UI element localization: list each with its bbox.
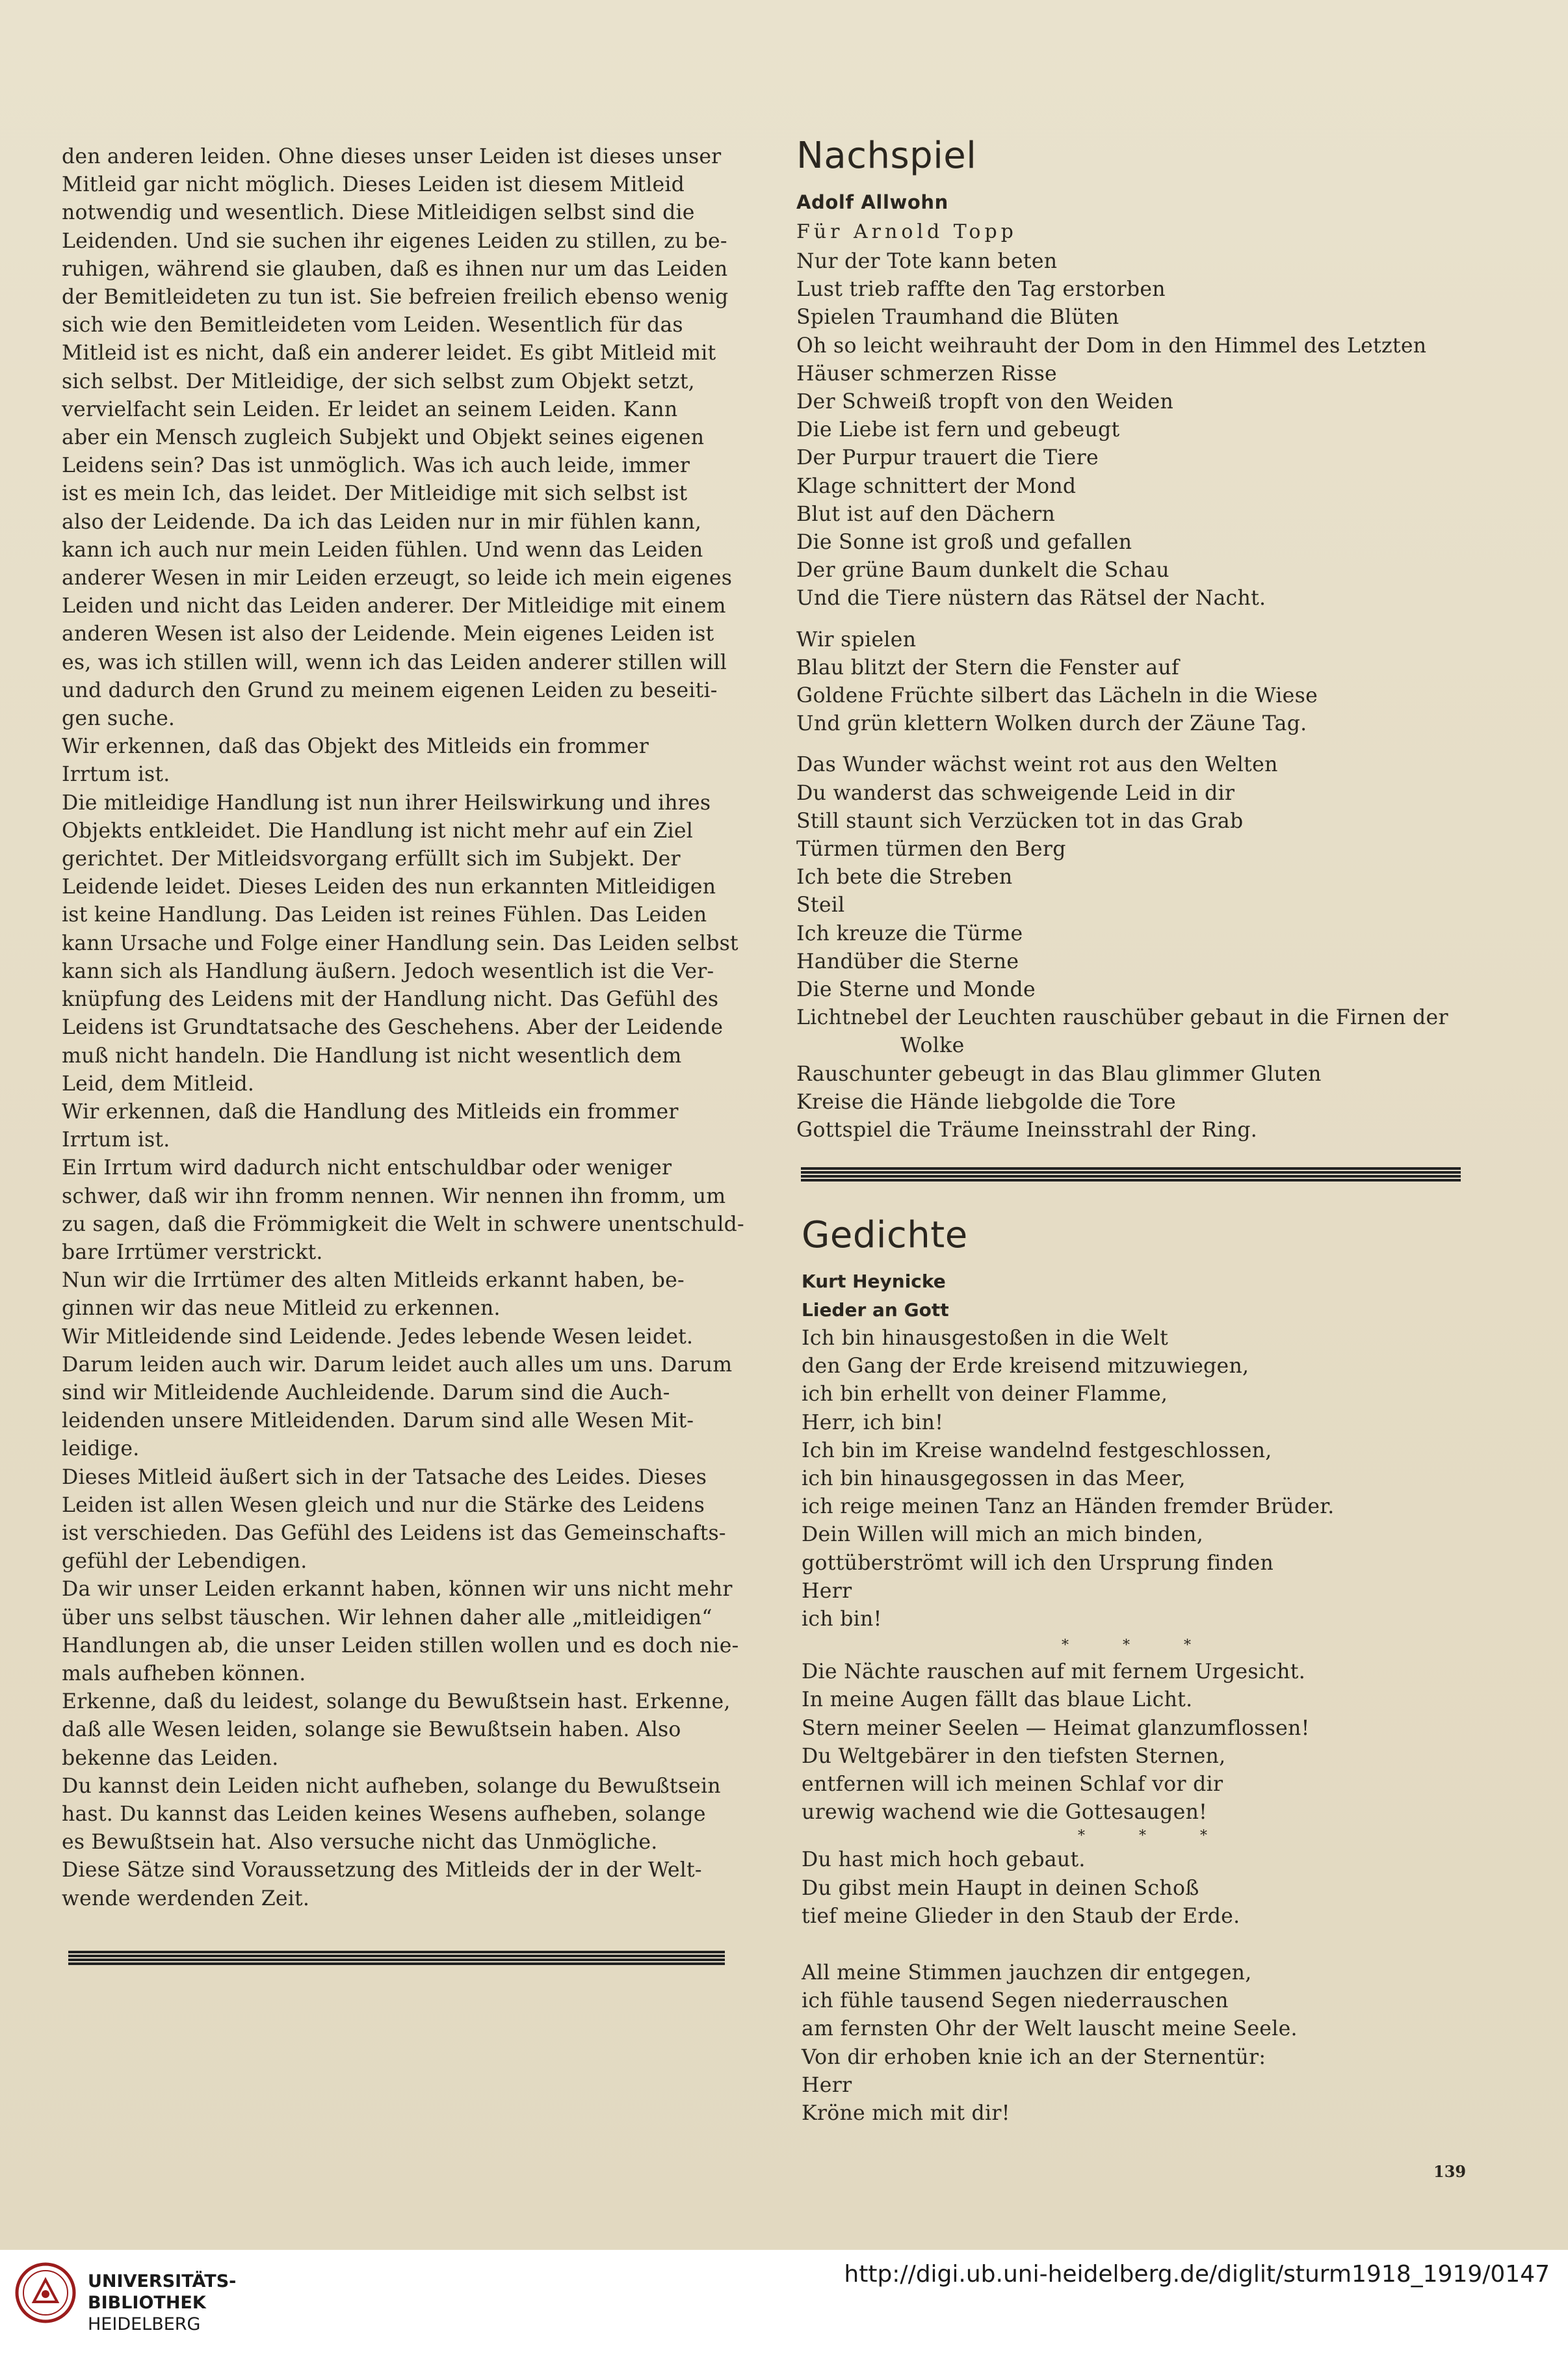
essay-line: sich wie den Bemitleideten vom Leiden. Wesentlich für das	[62, 313, 683, 337]
nachspiel-author: Adolf Allwohn	[796, 191, 948, 213]
poem-line: Du wanderst das schweigende Leid in dir	[796, 781, 1235, 805]
stanza-separator: * * *	[1078, 1828, 1232, 1845]
essay-line: wende werdenden Zeit.	[62, 1886, 310, 1910]
poem-line: Türmen türmen den Berg	[796, 838, 1066, 862]
essay-line: Die mitleidige Handlung ist nun ihrer Heilswirkung und ihres	[62, 791, 711, 815]
poem-line: Der Schweiß tropft von den Weiden	[796, 390, 1174, 414]
poem-line: Häuser schmerzen Risse	[796, 362, 1057, 386]
poem-line: Der Purpur trauert die Tiere	[796, 446, 1099, 470]
poem-line: Handüber die Sterne	[796, 949, 1019, 973]
poem-line: ich fühle tausend Segen niederrauschen	[802, 1989, 1229, 2013]
poem-line: All meine Stimmen jauchzen dir entgegen,	[802, 1961, 1252, 1985]
poem-line: Der grüne Baum dunkelt die Schau	[796, 559, 1169, 583]
essay-line: gefühl der Lebendigen.	[62, 1550, 307, 1574]
poem-line: Du gibst mein Haupt in deinen Schoß	[802, 1876, 1199, 1900]
essay-line: zu sagen, daß die Frömmigkeit die Welt in schwere unentschuld-	[62, 1212, 744, 1236]
nachspiel-stanza-3	[796, 751, 1466, 1032]
poem-line: Herr	[802, 1579, 852, 1603]
poem-line: Gottspiel die Träume Ineinsstrahl der Ring.	[796, 1118, 1258, 1142]
essay-line: über uns selbst täuschen. Wir lehnen daher alle „mitleidigen“	[62, 1605, 712, 1630]
essay-line: Leid, dem Mitleid.	[62, 1072, 255, 1096]
poem-line: Die Sterne und Monde	[796, 978, 1036, 1002]
essay-line: kann ich auch nur mein Leiden fühlen. Und wenn das Leiden	[62, 538, 703, 562]
nachspiel-section	[796, 133, 1466, 1144]
essay-line: den anderen leiden. Ohne dieses unser Leiden ist dieses unser	[62, 145, 722, 168]
logo-line: BIBLIOTHEK	[88, 2293, 206, 2313]
poem-line: Von dir erhoben knie ich an der Sternentür:	[802, 2045, 1266, 2069]
poem-line: Und die Tiere nüstern das Rätsel der Nacht.	[796, 587, 1266, 611]
essay-line: ist keine Handlung. Das Leiden ist reines Fühlen. Das Leiden	[62, 903, 707, 927]
essay-line: Darum leiden auch wir. Darum leidet auch alles um uns. Darum	[62, 1353, 733, 1377]
poem-line: am fernsten Ohr der Welt lauscht meine Seele.	[802, 2017, 1298, 2041]
poem-line: Steil	[796, 893, 845, 917]
gedichte-title: Gedichte	[802, 1214, 968, 1256]
essay-line: kann sich als Handlung äußern. Jedoch wesentlich ist die Ver-	[62, 959, 714, 983]
essay-line: anderer Wesen in mir Leiden erzeugt, so leide ich mein eigenes	[62, 566, 733, 590]
nachspiel-dedication: Für Arnold Topp	[796, 220, 1017, 243]
essay-line: hast. Du kannst das Leiden keines Wesens aufheben, solange	[62, 1802, 706, 1826]
poem-line: Du Weltgebärer in den tiefsten Sternen,	[802, 1744, 1226, 1768]
essay-line: Irrtum ist.	[62, 763, 170, 787]
poem-line: Klage schnittert der Mond	[796, 474, 1077, 498]
nachspiel-title: Nachspiel	[796, 135, 977, 177]
poem-line: ich bin hinausgegossen in das Meer,	[802, 1467, 1186, 1491]
nachspiel-stanza-3-end	[796, 1061, 1466, 1145]
poem-line: Goldene Früchte silbert das Lächeln in die Wiese	[796, 684, 1318, 708]
gedichte-stanza-3	[802, 1846, 1465, 1931]
essay-line: Diese Sätze sind Voraussetzung des Mitleids der in der Welt-	[62, 1858, 702, 1882]
essay-line: anderen Wesen ist also der Leidende. Mein eigenes Leiden ist	[62, 622, 714, 646]
essay-line: vervielfacht sein Leiden. Er leidet an seinem Leiden. Kann	[62, 397, 678, 421]
poem-line: Blau blitzt der Stern die Fenster auf	[796, 655, 1179, 680]
poem-line: Ich bin im Kreise wandelnd festgeschlossen,	[802, 1438, 1272, 1462]
poem-line: entfernen will ich meinen Schlaf vor dir	[802, 1773, 1223, 1797]
poem-line: Herr	[802, 2073, 852, 2097]
essay-line: sich selbst. Der Mitleidige, der sich selbst zum Objekt setzt,	[62, 369, 695, 393]
poems-column	[796, 133, 1466, 2126]
essay-line: mals aufheben können.	[62, 1661, 306, 1685]
gedichte-section	[802, 1213, 1465, 2128]
gedichte-subtitle: Lieder an Gott	[802, 1299, 949, 1321]
essay-line: leidige.	[62, 1437, 140, 1461]
poem-line: Stern meiner Seelen — Heimat glanzumflossen!	[802, 1716, 1310, 1740]
essay-line: Leidens sein? Das ist unmöglich. Was ich auch leide, immer	[62, 454, 690, 478]
essay-line: bare Irrtümer verstrickt.	[62, 1240, 323, 1264]
essay-line: es Bewußtsein hat. Also versuche nicht das Unmögliche.	[62, 1830, 658, 1855]
essay-line: und dadurch den Grund zu meinem eigenen Leiden zu beseiti-	[62, 678, 718, 702]
university-seal-icon	[14, 2262, 77, 2324]
gedichte-stanza-1	[802, 1325, 1465, 1633]
essay-line: bekenne das Leiden.	[62, 1746, 279, 1770]
essay-line: Mitleid ist es nicht, daß ein anderer leidet. Es gibt Mitleid mit	[62, 341, 716, 365]
poem-line: Ich kreuze die Türme	[796, 921, 1023, 945]
logo-line: HEIDELBERG	[88, 2314, 201, 2334]
section-divider-left	[68, 1951, 725, 1965]
poem-line: Oh so leicht weihrauht der Dom in den Himmel des Letzten	[796, 334, 1427, 358]
poem-line: tief meine Glieder in den Staub der Erde.	[802, 1904, 1240, 1928]
essay-line: Erkenne, daß du leidest, solange du Bewußtsein hast. Erkenne,	[62, 1690, 731, 1714]
gedichte-stanza-4	[802, 1959, 1465, 2128]
essay-line: muß nicht handeln. Die Handlung ist nicht wesentlich dem	[62, 1044, 682, 1068]
essay-line: Wir erkennen, daß die Handlung des Mitleids ein frommer	[62, 1100, 679, 1124]
essay-line: Leiden ist allen Wesen gleich und nur die Stärke des Leidens	[62, 1493, 705, 1517]
poem-line: Die Sonne ist groß und gefallen	[796, 531, 1132, 555]
poem-line: Wir spielen	[796, 627, 917, 652]
essay-line: Irrtum ist.	[62, 1128, 170, 1152]
gedichte-author: Kurt Heynicke	[802, 1271, 946, 1292]
essay-line: Leidende leidet. Dieses Leiden des nun erkannten Mitleidigen	[62, 875, 716, 899]
poem-line: Die Nächte rauschen auf mit fernem Urgesicht.	[802, 1660, 1306, 1684]
poem-line: Lichtnebel der Leuchten rauschüber gebaut in die Firnen der	[796, 1006, 1448, 1030]
nachspiel-stanza-2	[796, 626, 1466, 739]
poem-line: Die Liebe ist fern und gebeugt	[796, 418, 1120, 442]
poem-line: Spielen Traumhand die Blüten	[796, 306, 1119, 330]
essay-line: Nun wir die Irrtümer des alten Mitleids erkannt haben, be-	[62, 1269, 685, 1293]
essay-line: Da wir unser Leiden erkannt haben, können wir uns nicht mehr	[62, 1578, 733, 1602]
poem-line: Dein Willen will mich an mich binden,	[802, 1523, 1204, 1547]
poem-line: Nur der Tote kann beten	[796, 250, 1058, 273]
poem-line: Still staunt sich Verzücken tot in das Grab	[796, 809, 1244, 833]
essay-line: schwer, daß wir ihn fromm nennen. Wir nennen ihn fromm, um	[62, 1184, 726, 1208]
poem-line: den Gang der Erde kreisend mitzuwiegen,	[802, 1354, 1249, 1379]
poem-line-wrap: Wolke	[900, 1034, 965, 1058]
poem-line: ich bin!	[802, 1607, 882, 1631]
essay-line: leidenden unsere Mitleidenden. Darum sind alle Wesen Mit-	[62, 1409, 694, 1433]
poem-line: Kröne mich mit dir!	[802, 2102, 1010, 2126]
section-divider-right	[801, 1167, 1461, 1182]
poem-line: Kreise die Hände liebgolde die Tore	[796, 1090, 1176, 1114]
poem-line: In meine Augen fällt das blaue Licht.	[802, 1688, 1193, 1712]
poem-line: Lust trieb raffte den Tag erstorben	[796, 278, 1166, 302]
poem-line: Das Wunder wächst weint rot aus den Welten	[796, 753, 1278, 777]
essay-line: also der Leidende. Da ich das Leiden nur in mir fühlen kann,	[62, 510, 702, 534]
essay-line: Handlungen ab, die unser Leiden stillen wollen und es doch nie-	[62, 1633, 739, 1657]
source-url-link[interactable]: http://digi.ub.uni-heidelberg.de/diglit/sturm1918_1919/0147	[844, 2261, 1550, 2288]
essay-line: es, was ich stillen will, wenn ich das Leiden anderer stillen will	[62, 650, 727, 674]
poem-line: ich bin erhellt von deiner Flamme,	[802, 1382, 1168, 1406]
poem-line: Blut ist auf den Dächern	[796, 502, 1056, 526]
poem-line: ich reige meinen Tanz an Händen fremder Brüder.	[802, 1495, 1335, 1519]
essay-line: knüpfung des Leidens mit der Handlung nicht. Das Gefühl des	[62, 988, 719, 1012]
essay-line: der Bemitleideten zu tun ist. Sie befreien freilich ebenso wenig	[62, 285, 729, 310]
essay-line: Wir erkennen, daß das Objekt des Mitleids ein frommer	[62, 735, 649, 759]
essay-line: Wir Mitleidende sind Leidende. Jedes lebende Wesen leidet.	[62, 1325, 694, 1349]
logo-line: UNIVERSITÄTS-	[88, 2271, 237, 2291]
essay-line: Objekts entkleidet. Die Handlung ist nicht mehr auf ein Ziel	[62, 819, 693, 843]
essay-line: Ein Irrtum wird dadurch nicht entschuldbar oder weniger	[62, 1156, 672, 1180]
library-logo-text	[88, 2271, 236, 2335]
poem-line: Herr, ich bin!	[802, 1410, 944, 1434]
essay-line: ist verschieden. Das Gefühl des Leidens ist das Gemeinschafts-	[62, 1521, 726, 1545]
poem-line: Und grün klettern Wolken durch der Zäune Tag.	[796, 712, 1307, 736]
nachspiel-stanza-1	[796, 248, 1466, 613]
essay-line: Leiden und nicht das Leiden anderer. Der Mitleidige mit einem	[62, 594, 726, 618]
poem-line: gottüberströmt will ich den Ursprung finden	[802, 1551, 1274, 1575]
essay-line: daß alle Wesen leiden, solange sie Bewußtsein haben. Also	[62, 1718, 681, 1742]
poem-line: Ich bete die Streben	[796, 865, 1013, 890]
essay-line: Dieses Mitleid äußert sich in der Tatsache des Leides. Dieses	[62, 1465, 707, 1489]
essay-line: kann Ursache und Folge einer Handlung sein. Das Leiden selbst	[62, 931, 738, 955]
poem-line: Ich bin hinausgestoßen in die Welt	[802, 1327, 1169, 1350]
essay-line: Mitleid gar nicht möglich. Dieses Leiden ist diesem Mitleid	[62, 173, 685, 197]
poem-line: urewig wachend wie die Gottesaugen!	[802, 1801, 1208, 1825]
essay-line: gen suche.	[62, 707, 176, 731]
stanza-separator: * * *	[1062, 1637, 1216, 1654]
essay-line: Leidenden. Und sie suchen ihr eigenes Leiden zu stillen, zu be-	[62, 229, 727, 253]
essay-line: Du kannst dein Leiden nicht aufheben, solange du Bewußtsein	[62, 1774, 721, 1798]
poem-line: Du hast mich hoch gebaut.	[802, 1848, 1086, 1872]
essay-line: aber ein Mensch zugleich Subjekt und Objekt seines eigenen	[62, 426, 705, 450]
essay-line: notwendig und wesentlich. Diese Mitleidigen selbst sind die	[62, 201, 695, 225]
essay-line: ginnen wir das neue Mitleid zu erkennen.	[62, 1297, 501, 1321]
essay-column	[62, 143, 744, 1913]
essay-line: gerichtet. Der Mitleidsvorgang erfüllt sich im Subjekt. Der	[62, 847, 681, 871]
essay-line: ruhigen, während sie glauben, daß es ihnen nur um das Leiden	[62, 257, 728, 281]
essay-line: ist es mein Ich, das leidet. Der Mitleidige mit sich selbst ist	[62, 482, 688, 506]
gedichte-stanza-2	[802, 1658, 1465, 1827]
essay-line: sind wir Mitleidende Auchleidende. Darum sind die Auch-	[62, 1380, 670, 1405]
poem-line: Rauschunter gebeugt in das Blau glimmer Gluten	[796, 1062, 1322, 1086]
essay-line: Leidens ist Grundtatsache des Geschehens. Aber der Leidende	[62, 1016, 724, 1040]
page-number: 139	[1433, 2162, 1467, 2181]
